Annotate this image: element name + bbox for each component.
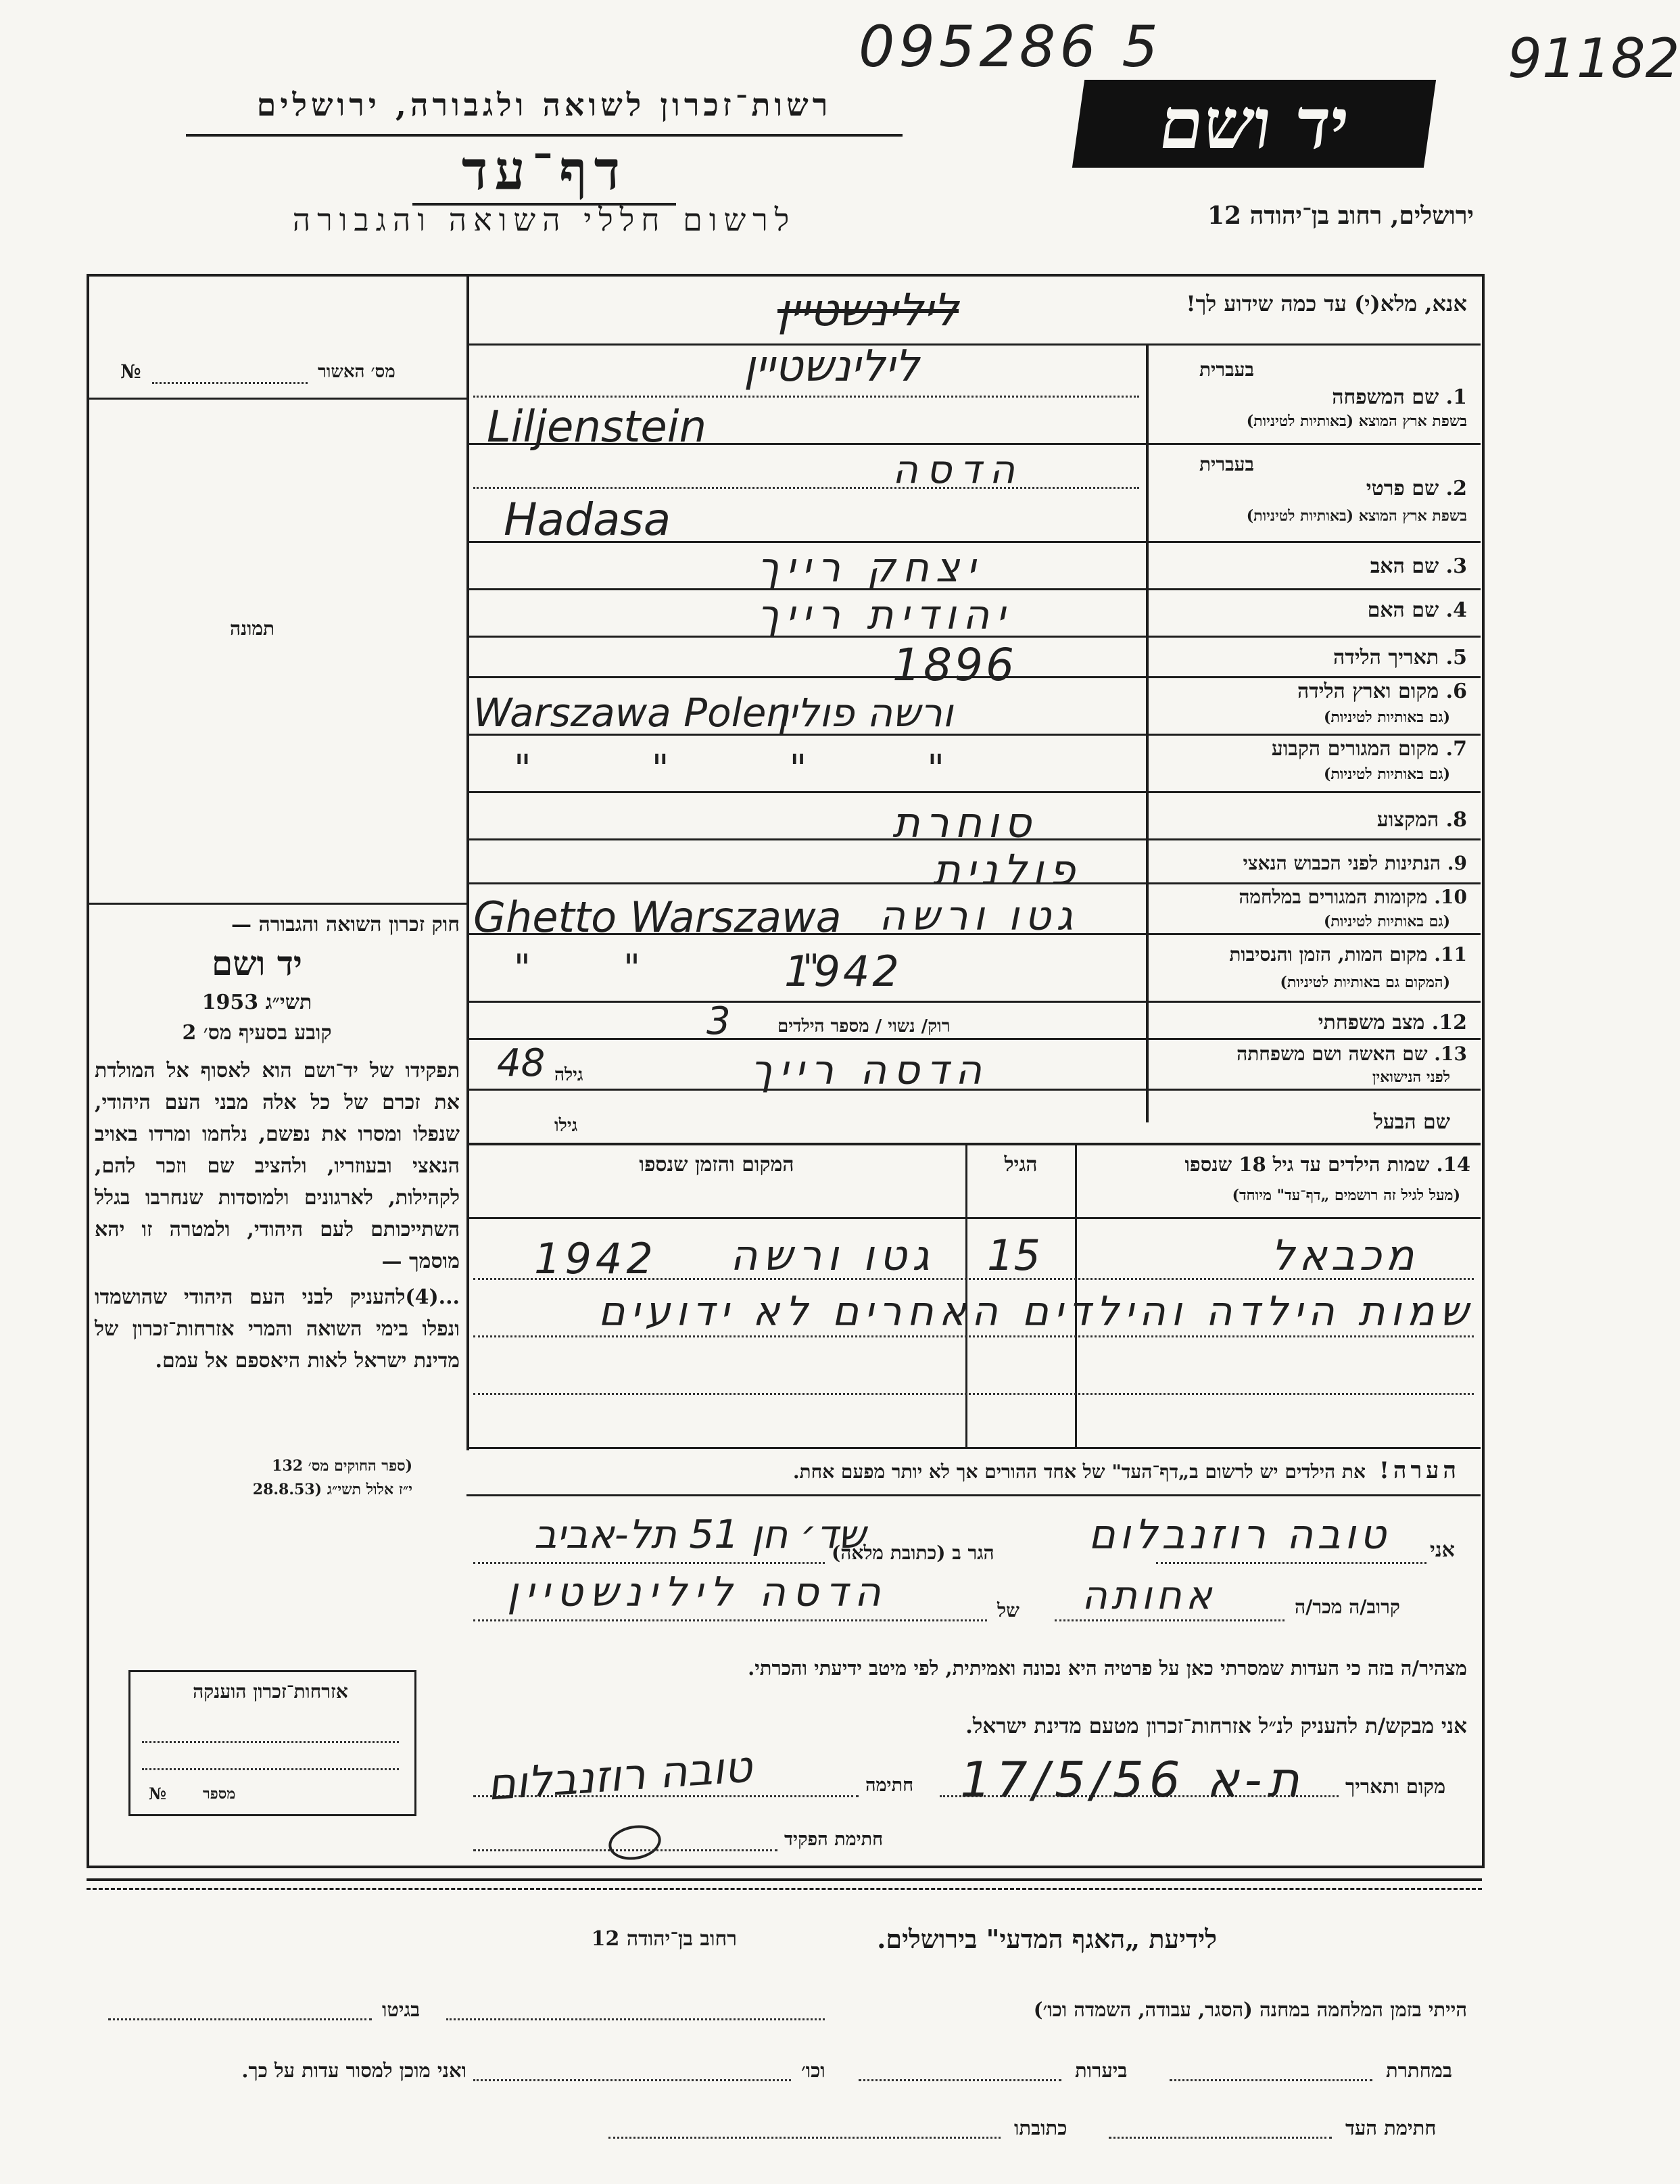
children-row-line-2 <box>473 1335 1474 1337</box>
f12-printed: רוק/ נשוי / מספר הילדים <box>777 1016 951 1037</box>
law-name: יד ושם <box>212 943 302 983</box>
footer-line3-a: חתימת העד <box>1345 2116 1437 2139</box>
child-place: גטו ורשה <box>730 1231 935 1280</box>
footer-line1-a: הייתי בזמן המלחמה במחנה (הסגר, עבודה, השמדה וכו׳) <box>1033 1998 1467 2021</box>
f13-label: 13. שם האשה ושם משפחתה <box>1237 1043 1467 1065</box>
f10-value: גטו ורשה <box>879 893 1078 940</box>
f9-value: פולנית <box>933 845 1081 895</box>
f14-hint: (מעל לגיל זה רושמים „דף־עד" מיוחד) <box>1232 1187 1460 1204</box>
approval-label: מס׳ האשור <box>318 362 395 382</box>
form-title: דף־עד <box>461 139 627 202</box>
children-note: שמות הילדה והילדים האחרים לא ידועים <box>598 1288 1474 1335</box>
f13-value: הדסה רייך <box>750 1047 989 1094</box>
row-line-7 <box>466 791 1481 793</box>
footer-line3-fill-1 <box>1109 2137 1332 2139</box>
yv-address: ירושלים, רחוב בן־יהודה 12 <box>1207 201 1474 230</box>
f6-label: 6. מקום וארץ הלידה <box>1297 680 1467 703</box>
yad-vashem-logo: יד ושם <box>1072 80 1436 168</box>
declaration-statement: מצהיר/ה בזה כי העדות שמסרתי כאן על פרטיה היא נכונה ואמיתית, לפי מיטב ידיעתי והכרתי. <box>748 1657 1467 1680</box>
f7-hint: (גם באותיות לטיניות) <box>1323 765 1450 783</box>
institution-underline <box>186 134 903 137</box>
husband-age-label: גילו <box>554 1116 578 1136</box>
declaration-relation-line <box>1055 1619 1285 1621</box>
footer-line1-fill <box>446 2018 825 2020</box>
declaration-address-line <box>473 1562 825 1564</box>
note-label: הערה! <box>1379 1457 1460 1484</box>
f10-hint: (גם באותיות לטיניות) <box>1323 913 1450 930</box>
place-date-value: ת-א 17/5/56 <box>960 1751 1305 1808</box>
f12-label: 12. מצב משפחתי <box>1318 1011 1467 1035</box>
corner-number: 91182 <box>1508 27 1680 90</box>
law-title: חוק זכרון השואה והגבורה — <box>231 913 460 936</box>
children-col-age: הגיל <box>1004 1153 1038 1177</box>
declaration-of-name: הדסה לילינשטיין <box>507 1569 888 1616</box>
signature-label: חתימה <box>865 1775 914 1796</box>
f10-label: 10. מקומות המגורים במלחמה <box>1239 886 1467 908</box>
f4-value: יהודית רייך <box>757 592 1012 639</box>
f11-hint: (המקום גם באותיות לטיניות) <box>1280 974 1450 991</box>
f6-value: ורשה פולין <box>777 690 953 736</box>
f1-label: 1. שם המשפחה <box>1332 385 1467 409</box>
child-name: מכבאל <box>1271 1231 1418 1280</box>
f4-label: 4. שם האם <box>1367 598 1467 622</box>
f11-ditto: " " " <box>514 947 820 989</box>
f7-value: " " " " <box>514 747 945 791</box>
footer-title: לידיעת „האגף המדעי" בירושלים. <box>877 1924 1217 1954</box>
f13-age-value: 48 <box>497 1041 546 1085</box>
certificate-number-label: מספר <box>203 1785 236 1803</box>
instruction-text: אנא, מלא(י) עד כמה שידוע לך! <box>1186 291 1467 316</box>
f11-label: 11. מקום המות, הזמן והנסיבות <box>1229 943 1467 966</box>
institution-name: רשות־זכרון לשואה ולגבורה, ירושלים <box>256 87 832 123</box>
footer-line2-fill-2 <box>859 2079 1061 2081</box>
footer-line1-fill-2 <box>108 2018 372 2020</box>
footer-line3-b: כתובתו <box>1014 2116 1067 2139</box>
certificate-num-sign: № <box>149 1784 167 1803</box>
note-divider <box>466 1494 1481 1496</box>
f6-hint: (גם באותיות לטיניות) <box>1323 709 1450 726</box>
footer-line2-b: ביערות <box>1075 2059 1128 2082</box>
husband-label: שם הבעל <box>1373 1110 1450 1134</box>
footer-line2-fill-3 <box>473 2079 791 2081</box>
f13-hint: לפני הנישואין <box>1372 1068 1450 1086</box>
declaration-name: טובה רוזנבלום <box>1088 1511 1391 1559</box>
law-body-2: ...(4)להעניק לבני העם היהודי שהושמדו ונפלו בימי השואה והמרי אזרחות־זכרון של מדינת ישראל לאות היאספם אל עמם. <box>95 1285 460 1373</box>
approval-divider <box>87 398 466 400</box>
row-line-12 <box>466 1038 1481 1040</box>
f2-hebrew-tag: בעברית <box>1199 453 1254 475</box>
f14-label: 14. שמות הילדים עד גיל 18 שנספו <box>1184 1153 1470 1176</box>
f5-value: 1896 <box>892 639 1017 691</box>
footer-divider-1 <box>87 1878 1482 1881</box>
certificate-line-2 <box>142 1768 399 1770</box>
f1-value-latin: Liljenstein <box>487 402 707 452</box>
children-bottom-line <box>466 1447 1481 1449</box>
declaration-address: שד׳ חן 51 תל-אביב <box>534 1511 866 1557</box>
f2-value-hebrew: הדסה <box>892 446 1024 492</box>
law-body: תפקידו של יד־ושם הוא לאסוף אל המולדת את זכרם של כל אלה מבני העם היהודי, שנפלו ומסרו את נפשם, נלחמו ומרדו באויב הנאצי ובעוזריו, ולהציב שם וזכר להם, לקהילות, לארגונים ולמוסדות שנחרבו בגלל השתייכותם לעם היהודי, ולמטרה זו יהא מוסמך — <box>95 1059 460 1273</box>
f2-label: 2. שם פרטי <box>1366 477 1467 500</box>
footer-line2-d: ואני מוכן למסור עדות על כך. <box>241 2059 466 2082</box>
law-reference-2: י״ז אלול תשי״ג (28.8.53 <box>252 1481 412 1498</box>
f1-hint: בשפת ארץ המוצא (באותיות לטיניות) <box>1246 412 1467 430</box>
note-text: את הילדים יש לרשום ב„דף־העד" של אחד ההורים אך לא יותר מפעם אחת. <box>792 1461 1366 1483</box>
declaration-resident-label: הגר ב (כתובת מלאה) <box>832 1542 994 1564</box>
f8-value: סוחרת <box>892 798 1037 847</box>
f10-value-latin: Ghetto Warszawa <box>473 893 842 942</box>
law-year: תשי״ג 1953 <box>201 991 312 1014</box>
child-age: 15 <box>987 1231 1040 1280</box>
f6-value-latin: Warszawa Polen <box>473 690 792 736</box>
declaration-request: אני מבקש/ת להעניק לנ״ל אזרחות־זכרון מטעם מדינת ישראל. <box>965 1714 1467 1738</box>
f13-age-label: גילה <box>554 1065 583 1085</box>
f9-label: 9. הנתינות לפני הכבוש הנאצי <box>1243 852 1467 874</box>
place-date-label: מקום ותאריך <box>1345 1775 1446 1798</box>
f5-label: 5. תאריך הלידה <box>1333 646 1467 669</box>
witness-signature: טובה רוזנבלום <box>485 1742 754 1811</box>
photo-placeholder: תמונה <box>230 617 275 640</box>
instruction-divider <box>466 343 1481 346</box>
f2-mid-line <box>473 487 1139 489</box>
f1-mid-line <box>473 396 1139 398</box>
declaration-relative-label: קרוב/ה מכר/ה <box>1295 1596 1400 1618</box>
f3-value: יצחק רייך <box>757 544 982 592</box>
f2-hint: בשפת ארץ המוצא (באותיות לטיניות) <box>1246 507 1467 525</box>
f2-value-latin: Hadasa <box>504 494 671 546</box>
footer-line2-a: במחתרת <box>1386 2059 1452 2082</box>
f1-hebrew-tag: בעברית <box>1199 358 1254 381</box>
photo-divider <box>87 903 466 905</box>
certificate-line-1 <box>142 1741 399 1743</box>
law-reference-1: (ספר החוקים מס׳ 132 <box>272 1457 412 1475</box>
children-header-line <box>466 1217 1481 1219</box>
children-col-place: המקום והזמן שנספו <box>639 1153 794 1177</box>
footer-divider-2 <box>87 1888 1482 1890</box>
f3-label: 3. שם האב <box>1370 554 1467 578</box>
footer-address: רחוב בן־יהודה 12 <box>591 1927 737 1951</box>
struck-name: לילינשטיין <box>777 284 959 336</box>
declaration-i-am: אני <box>1430 1538 1455 1562</box>
footer-line2-fill-1 <box>1170 2079 1372 2081</box>
children-row-line-3 <box>473 1393 1474 1395</box>
law-clause: קובע בסעיף מס׳ 2 <box>182 1021 332 1045</box>
footer-line1-b: בגיטו <box>382 1998 421 2021</box>
approval-num-sign: № <box>120 360 141 383</box>
footer-line2-c: וכו׳ <box>801 2059 825 2082</box>
clerk-signature-label: חתימת הפקיד <box>784 1829 884 1850</box>
document-number: 095286 5 <box>859 14 1162 80</box>
footer-line3-fill-2 <box>608 2137 1001 2139</box>
f12-value: 3 <box>706 999 731 1043</box>
f7-label: 7. מקום המגורים הקבוע <box>1271 737 1467 761</box>
declaration-relation: אחותה <box>1082 1572 1216 1618</box>
form-subtitle: לרשום חללי השואה והגבורה <box>292 201 796 238</box>
child-year: 1942 <box>534 1234 657 1283</box>
left-column-divider <box>466 274 469 1450</box>
f8-label: 8. המקצוע <box>1376 808 1467 832</box>
declaration-of: של <box>997 1599 1019 1621</box>
certificate-title: אזרחות־זכרון הוענקה <box>193 1680 348 1703</box>
approval-line <box>152 382 308 384</box>
row-line-11 <box>466 1001 1481 1003</box>
f1-value-hebrew: לילינשטיין <box>744 341 919 391</box>
declaration-of-line <box>473 1619 987 1621</box>
f11-value: 1942 <box>784 947 902 996</box>
declaration-name-line <box>1156 1562 1426 1564</box>
row-line-14 <box>466 1143 1481 1145</box>
